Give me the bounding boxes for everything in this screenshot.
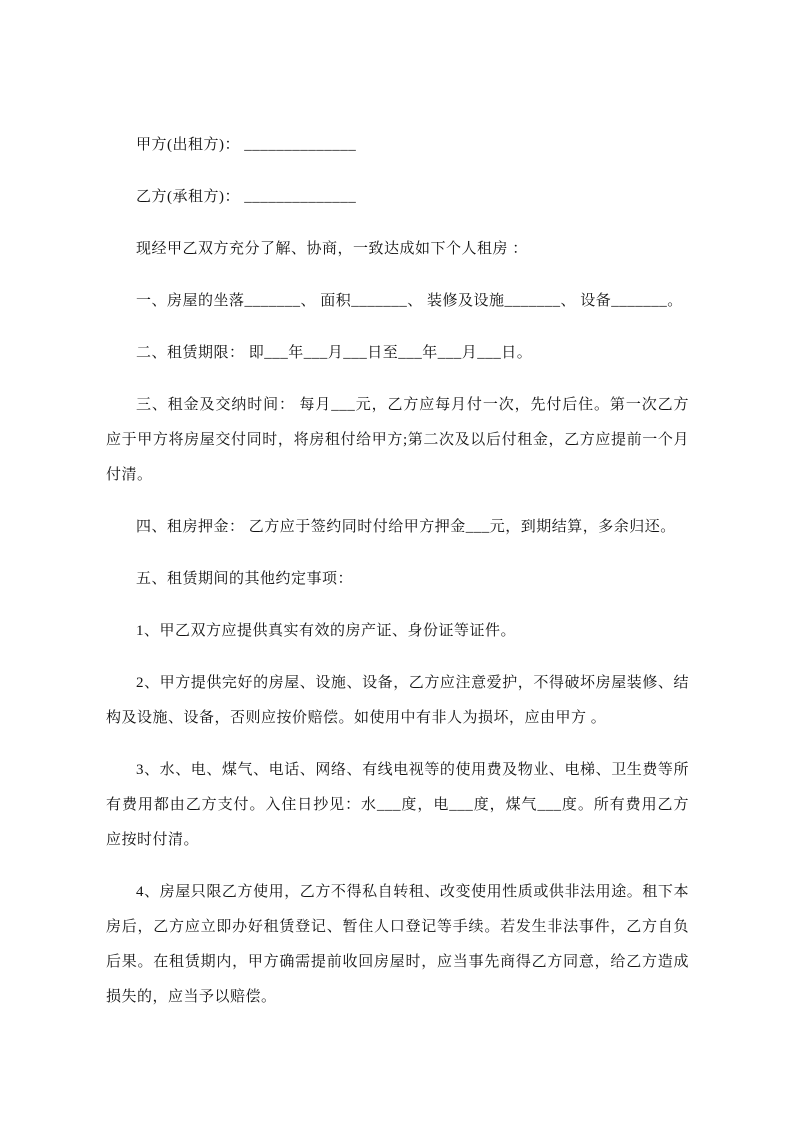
party-b-line: 乙方(承租方)： ______________ [136,189,357,205]
item-3-line: 3、水、电、煤气、电话、网络、有线电视等的使用费及物业、电梯、卫生费等所有费用都由乙方支付。入住日抄见：水___度，电___度，煤气___度。所有费用乙方应按时付清。 [106,762,689,848]
clause-1-line: 一、房屋的坐落_______、 面积_______、 装修及设施_______、 设备_______。 [136,293,683,309]
contract-body [106,128,689,1032]
intro-line: 现经甲乙双方充分了解、协商，一致达成如下个人租房 ： [136,241,528,257]
item-2-line: 2、甲方提供完好的房屋、设施、设备，乙方应注意爱护，不得破坏房屋装修、结构及设施、设备，否则应按价赔偿。如使用中有非人为损坏，应由甲方 。 [106,675,689,726]
item-1-line: 1、甲乙双方应提供真实有效的房产证、身份证等证件。 [136,623,517,639]
clause-3-line: 三、租金及交纳时间： 每月___元，乙方应每月付一次，先付后住。第一次乙方应于甲方将房屋交付同时，将房租付给甲方;第二次及以后付租金，乙方应提前一个月付清。 [106,397,689,483]
party-a-line: 甲方(出租方)： ______________ [136,137,357,153]
clause-5-line: 五、租赁期间的其他约定事项： [136,571,354,587]
item-4-line: 4、房屋只限乙方使用，乙方不得私自转租、改变使用性质或供非法用途。租下本房后，乙方应立即办好租赁登记、暂住人口登记等手续。若发生非法事件，乙方自负后果。在租赁期内，甲方确需提前收回房屋时，应当事先商得乙方同意，给乙方造成损失的，应当予以赔偿。 [106,884,689,1005]
clause-2-line: 二、租赁期限： 即___年___月___日至___年___月___日。 [136,345,533,361]
clause-4-line: 四、租房押金： 乙方应于签约同时付给甲方押金___元，到期结算，多余归还。 [136,519,676,535]
